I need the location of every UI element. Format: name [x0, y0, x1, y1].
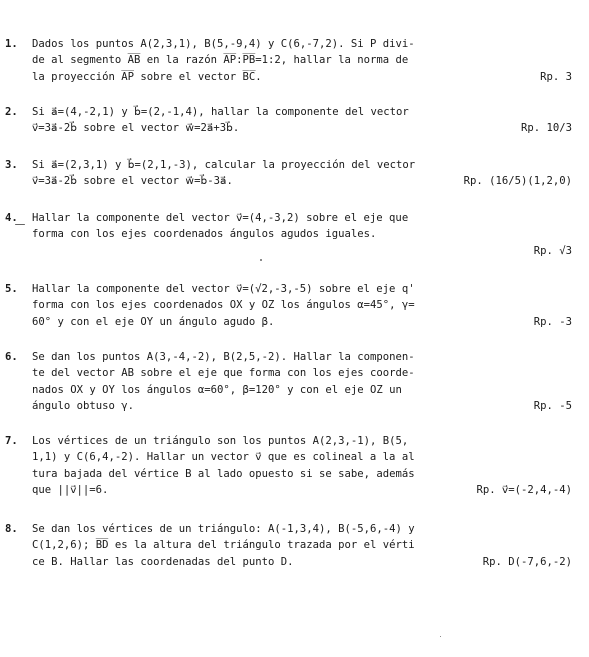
problem-text-line: Se dan los vértices de un triángulo: A(-1,3,4), B(-5,6,-4) y: [32, 523, 415, 535]
problem-text: 60° y con el eje OY un ángulo agudo β.: [32, 315, 275, 328]
answer: Rp. (16/5)(1,2,0): [463, 175, 572, 188]
problem-number: 7.: [5, 435, 18, 447]
scan-speck: [15, 224, 25, 225]
problem-text: ángulo obtuso γ.: [32, 400, 135, 413]
answer: Rp. -3: [533, 315, 572, 328]
scan-speck: [260, 259, 262, 261]
answer: Rp. D(-7,6,-2): [482, 555, 572, 568]
problem-text-line: [32, 398, 572, 414]
problem-text-line: [32, 243, 572, 259]
answer: Rp. -5: [533, 400, 572, 413]
problem-number: 8.: [5, 523, 18, 535]
answer: Rp. 3: [540, 70, 572, 83]
problem-number: 2.: [5, 106, 18, 118]
problem-text-line: forma con los ejes coordenados ángulos agudos iguales.: [32, 228, 377, 241]
problem-text-line: [32, 120, 572, 136]
problem-text-line: Si a⃗=(4,-2,1) y b⃗=(2,-1,4), hallar la componente del vector: [32, 106, 409, 118]
problem-text-line: Dados los puntos A(2,3,1), B(5,-9,4) y C(6,-7,2). Si P divi-: [32, 38, 415, 50]
problem-number: 6.: [5, 351, 18, 363]
problem-text-line: 1,1) y C(6,4,-2). Hallar un vector v⃗ que es colineal a la al: [32, 451, 415, 464]
problem-text-line: C(1,2,6); B̅D̅ es la altura del triángulo trazada por el vérti: [32, 539, 415, 552]
problem-text-line: Los vértices de un triángulo son los puntos A(2,3,-1), B(5,: [32, 435, 409, 447]
answer: Rp. v⃗=(-2,4,-4): [476, 484, 572, 497]
problem-text: que ||v⃗||=6.: [32, 484, 109, 497]
problem-text-line: [32, 173, 572, 189]
problem-text: v⃗=3a⃗-2b⃗ sobre el vector w⃗=2a⃗+3b⃗.: [32, 122, 240, 135]
problem-text-line: Hallar la componente del vector v⃗=(4,-3,2) sobre el eje que: [32, 212, 409, 224]
problem-text: ce B. Hallar las coordenadas del punto D.: [32, 555, 294, 568]
problem-text: v⃗=3a⃗-2b⃗ sobre el vector w⃗=b⃗-3a⃗.: [32, 175, 233, 188]
answer: Rp. √3: [533, 244, 572, 257]
problem-text-line: forma con los ejes coordenados OX y OZ los ángulos α=45°, γ=: [32, 299, 415, 312]
scan-speck: [440, 636, 441, 637]
problem-text-line: Se dan los puntos A(3,-4,-2), B(2,5,-2). Hallar la componen-: [32, 351, 415, 363]
problem-text-line: de al segmento A̅B̅ en la razón A̅P̅:P̅B̅=1:2, hallar la norma de: [32, 54, 409, 67]
problem-text: la proyección A̅P̅ sobre el vector B̅C̅.: [32, 70, 262, 83]
problem-text-line: [32, 482, 572, 498]
problem-number: 5.: [5, 283, 18, 295]
problem-text-line: Si a⃗=(2,3,1) y b⃗=(2,1,-3), calcular la proyección del vector: [32, 159, 416, 171]
problem-text-line: [32, 69, 572, 85]
problem-text-line: Hallar la componente del vector v⃗=(√2,-3,-5) sobre el eje q': [32, 283, 415, 295]
problem-number: 3.: [5, 159, 18, 171]
problem-text-line: [32, 314, 572, 330]
problem-text-line: tura bajada del vértice B al lado opuesto si se sabe, además: [32, 467, 415, 480]
answer: Rp. 10/3: [520, 122, 572, 135]
problem-text-line: [32, 554, 572, 570]
problem-text-line: te del vector AB sobre el eje que forma con los ejes coorde-: [32, 367, 415, 380]
problem-text-line: nados OX y OY los ángulos α=60°, β=120° y con el eje OZ un: [32, 383, 402, 396]
problem-number: 1.: [5, 38, 18, 50]
problem-number: 4.: [5, 212, 18, 224]
